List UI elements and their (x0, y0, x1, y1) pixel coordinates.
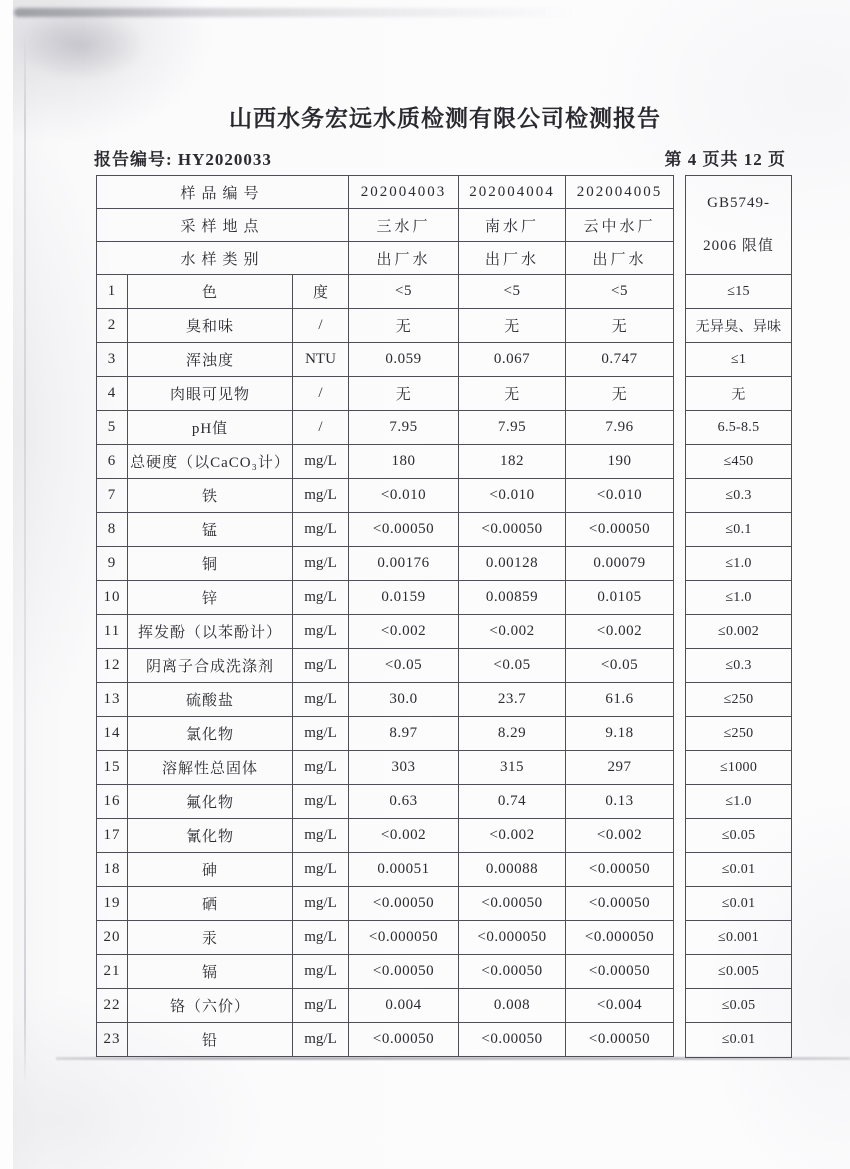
value-cell: 182 (459, 445, 566, 479)
limit-cell: ≤0.05 (686, 989, 791, 1023)
sample-type-cell: 出厂水 (459, 242, 566, 275)
value-cell: <0.00050 (349, 513, 459, 547)
table-row (97, 649, 674, 683)
scan-smudge-blob (16, 10, 146, 80)
page-title: 山西水务宏远水质检测有限公司检测报告 (229, 105, 661, 131)
row-number: 23 (97, 1023, 128, 1057)
value-cell: 0.0105 (566, 581, 674, 615)
table-row (97, 921, 674, 955)
param-unit: mg/L (293, 683, 349, 717)
table-row (97, 1023, 674, 1057)
value-cell: 315 (459, 751, 566, 785)
value-cell: 无 (459, 377, 566, 411)
limit-cell: ≤1 (686, 343, 791, 377)
row-number: 18 (97, 853, 128, 887)
value-cell: <0.00050 (459, 887, 566, 921)
row-number: 4 (97, 377, 128, 411)
report-number: 报告编号: HY2020033 (94, 150, 272, 169)
row-number: 7 (97, 479, 128, 513)
param-name: 铁 (128, 479, 293, 513)
table-row (97, 955, 674, 989)
param-name: 挥发酚（以苯酚计） (128, 615, 293, 649)
limit-cell: ≤250 (686, 683, 791, 717)
param-unit: mg/L (293, 479, 349, 513)
value-cell: 9.18 (566, 717, 674, 751)
value-cell: 297 (566, 751, 674, 785)
limit-standard-line2: 2006 限值 (703, 238, 774, 254)
table-row (97, 275, 674, 309)
limit-cell: ≤0.005 (686, 955, 791, 989)
scan-top-streak (14, 8, 574, 17)
value-cell: <0.00050 (459, 1023, 566, 1057)
param-unit: mg/L (293, 921, 349, 955)
limit-cell: ≤1.0 (686, 785, 791, 819)
row-number: 22 (97, 989, 128, 1023)
param-name: 色 (128, 275, 293, 309)
param-name: 硒 (128, 887, 293, 921)
param-unit: mg/L (293, 717, 349, 751)
limit-cell: 无 (686, 377, 791, 411)
row-number: 5 (97, 411, 128, 445)
sampling-site-cell: 南水厂 (459, 209, 566, 242)
param-unit: mg/L (293, 955, 349, 989)
row-number: 6 (97, 445, 128, 479)
header-row-sample-type (97, 242, 674, 275)
value-cell: <0.000050 (566, 921, 674, 955)
value-cell: 0.004 (349, 989, 459, 1023)
value-cell: <0.000050 (349, 921, 459, 955)
value-cell: 303 (349, 751, 459, 785)
limit-cell: ≤0.001 (686, 921, 791, 955)
value-cell: 0.00079 (566, 547, 674, 581)
limit-cell: ≤1.0 (686, 547, 791, 581)
param-name: 溶解性总固体 (128, 751, 293, 785)
table-row (97, 785, 674, 819)
value-cell: 7.95 (459, 411, 566, 445)
table-row (97, 547, 674, 581)
param-unit: / (293, 309, 349, 343)
row-number: 3 (97, 343, 128, 377)
param-name: 镉 (128, 955, 293, 989)
param-name: 锌 (128, 581, 293, 615)
param-name: 铬（六价） (128, 989, 293, 1023)
table-row (97, 581, 674, 615)
limit-cell: 6.5-8.5 (686, 411, 791, 445)
param-name: 阴离子合成洗涤剂 (128, 649, 293, 683)
value-cell: 8.29 (459, 717, 566, 751)
value-cell: 30.0 (349, 683, 459, 717)
scan-page-crease (24, 34, 26, 1086)
table-row (97, 683, 674, 717)
value-cell: 7.95 (349, 411, 459, 445)
row-number: 17 (97, 819, 128, 853)
value-cell: <0.002 (566, 819, 674, 853)
param-name: 硫酸盐 (128, 683, 293, 717)
table-row (97, 445, 674, 479)
value-cell: 无 (566, 309, 674, 343)
row-number: 14 (97, 717, 128, 751)
value-cell: <0.002 (349, 615, 459, 649)
value-cell: 0.00176 (349, 547, 459, 581)
limit-cell: ≤0.05 (686, 819, 791, 853)
results-area (96, 175, 792, 1058)
value-cell: <0.05 (349, 649, 459, 683)
header-label: 采样地点 (97, 209, 349, 242)
value-cell: 0.067 (459, 343, 566, 377)
value-cell: <0.00050 (566, 955, 674, 989)
value-cell: 0.13 (566, 785, 674, 819)
param-name: 汞 (128, 921, 293, 955)
param-unit: mg/L (293, 785, 349, 819)
value-cell: <0.00050 (459, 955, 566, 989)
value-cell: <0.000050 (459, 921, 566, 955)
value-cell: 无 (349, 377, 459, 411)
value-cell: 61.6 (566, 683, 674, 717)
param-unit: 度 (293, 275, 349, 309)
value-cell: 0.00051 (349, 853, 459, 887)
row-number: 12 (97, 649, 128, 683)
param-unit: / (293, 377, 349, 411)
value-cell: <0.00050 (566, 1023, 674, 1057)
value-cell: <0.002 (566, 615, 674, 649)
row-number: 21 (97, 955, 128, 989)
limit-cell: ≤15 (686, 275, 791, 309)
limit-cell: ≤0.1 (686, 513, 791, 547)
report-meta-row (94, 145, 786, 170)
value-cell: 0.747 (566, 343, 674, 377)
param-unit: mg/L (293, 445, 349, 479)
limit-cell: ≤450 (686, 445, 791, 479)
value-cell: <5 (349, 275, 459, 309)
param-name: 浑浊度 (128, 343, 293, 377)
limit-cell: ≤250 (686, 717, 791, 751)
table-row (97, 615, 674, 649)
value-cell: 0.00088 (459, 853, 566, 887)
param-name: 铜 (128, 547, 293, 581)
table-row (97, 309, 674, 343)
sample-type-cell: 出厂水 (349, 242, 459, 275)
table-row (97, 717, 674, 751)
row-number: 10 (97, 581, 128, 615)
limit-cell: ≤0.01 (686, 853, 791, 887)
limit-cell: ≤0.01 (686, 887, 791, 921)
value-cell: 0.059 (349, 343, 459, 377)
param-name: pH值 (128, 411, 293, 445)
value-cell: <0.010 (459, 479, 566, 513)
row-number: 20 (97, 921, 128, 955)
row-number: 9 (97, 547, 128, 581)
value-cell: <0.00050 (566, 887, 674, 921)
value-cell: 8.97 (349, 717, 459, 751)
param-name: 臭和味 (128, 309, 293, 343)
limit-cell: ≤0.3 (686, 649, 791, 683)
value-cell: <0.05 (566, 649, 674, 683)
table-row (97, 411, 674, 445)
param-name: 氯化物 (128, 717, 293, 751)
value-cell: 0.74 (459, 785, 566, 819)
param-unit: mg/L (293, 887, 349, 921)
value-cell: 无 (349, 309, 459, 343)
limit-cell: ≤1.0 (686, 581, 791, 615)
value-cell: <0.010 (566, 479, 674, 513)
param-unit: mg/L (293, 819, 349, 853)
scan-left-margin (0, 0, 13, 1169)
param-name: 氟化物 (128, 785, 293, 819)
sample-id-cell: 202004004 (459, 176, 566, 209)
limit-cell: 无异臭、异味 (686, 309, 791, 343)
value-cell: <0.002 (349, 819, 459, 853)
sample-type-cell: 出厂水 (566, 242, 674, 275)
value-cell: 0.63 (349, 785, 459, 819)
value-cell: <0.00050 (566, 853, 674, 887)
limit-standard-header (686, 176, 791, 275)
row-number: 2 (97, 309, 128, 343)
limit-standard-line1: GB5749- (707, 195, 770, 211)
value-cell: <0.05 (459, 649, 566, 683)
value-cell: 190 (566, 445, 674, 479)
table-row (97, 513, 674, 547)
value-cell: <0.00050 (459, 513, 566, 547)
limit-cell: ≤0.002 (686, 615, 791, 649)
table-row (97, 377, 674, 411)
param-unit: / (293, 411, 349, 445)
results-table (96, 175, 674, 1057)
header-row-sample-id (97, 176, 674, 209)
sample-id-cell: 202004003 (349, 176, 459, 209)
value-cell: 180 (349, 445, 459, 479)
table-row (97, 887, 674, 921)
param-unit: mg/L (293, 615, 349, 649)
limit-cell: ≤0.01 (721, 1032, 756, 1047)
value-cell: 0.0159 (349, 581, 459, 615)
value-cell: <5 (459, 275, 566, 309)
limit-cell: ≤0.3 (686, 479, 791, 513)
table-row (97, 853, 674, 887)
value-cell: <0.004 (566, 989, 674, 1023)
row-number: 8 (97, 513, 128, 547)
value-cell: 0.008 (459, 989, 566, 1023)
value-cell: <0.00050 (349, 887, 459, 921)
header-label: 样品编号 (97, 176, 349, 209)
param-unit: mg/L (293, 513, 349, 547)
header-row-sampling-site (97, 209, 674, 242)
param-unit: mg/L (293, 989, 349, 1023)
row-number: 19 (97, 887, 128, 921)
param-name: 肉眼可见物 (128, 377, 293, 411)
table-row (97, 819, 674, 853)
row-number: 15 (97, 751, 128, 785)
param-unit: mg/L (293, 581, 349, 615)
table-row (97, 479, 674, 513)
limit-column (685, 175, 792, 1058)
table-row (97, 343, 674, 377)
value-cell: 23.7 (459, 683, 566, 717)
value-cell: <0.00050 (566, 513, 674, 547)
row-number: 1 (97, 275, 128, 309)
param-unit: mg/L (293, 649, 349, 683)
sample-id-cell: 202004005 (566, 176, 674, 209)
param-name: 铅 (128, 1023, 293, 1057)
row-number: 16 (97, 785, 128, 819)
param-unit: mg/L (293, 547, 349, 581)
header-label: 水样类别 (97, 242, 349, 275)
value-cell: 0.00859 (459, 581, 566, 615)
value-cell: 0.00128 (459, 547, 566, 581)
param-unit: mg/L (293, 751, 349, 785)
row-number: 13 (97, 683, 128, 717)
param-unit: mg/L (293, 1023, 349, 1057)
value-cell: <0.00050 (349, 955, 459, 989)
table-row (97, 751, 674, 785)
sampling-site-cell: 三水厂 (349, 209, 459, 242)
limit-cell: ≤1000 (686, 751, 791, 785)
value-cell: 无 (566, 377, 674, 411)
param-name: 锰 (128, 513, 293, 547)
row-number: 11 (97, 615, 128, 649)
value-cell: <0.002 (459, 819, 566, 853)
value-cell: 无 (459, 309, 566, 343)
param-name: 氰化物 (128, 819, 293, 853)
sampling-site-cell: 云中水厂 (566, 209, 674, 242)
value-cell: <0.010 (349, 479, 459, 513)
value-cell: <5 (566, 275, 674, 309)
param-name: 总硬度（以CaCO₃计） (128, 445, 293, 479)
value-cell: <0.00050 (349, 1023, 459, 1057)
param-name: 砷 (128, 853, 293, 887)
param-unit: mg/L (293, 853, 349, 887)
table-row (97, 989, 674, 1023)
value-cell: 7.96 (566, 411, 674, 445)
value-cell: <0.002 (459, 615, 566, 649)
page-indicator: 第 4 页共 12 页 (664, 150, 786, 169)
param-unit: NTU (293, 343, 349, 377)
